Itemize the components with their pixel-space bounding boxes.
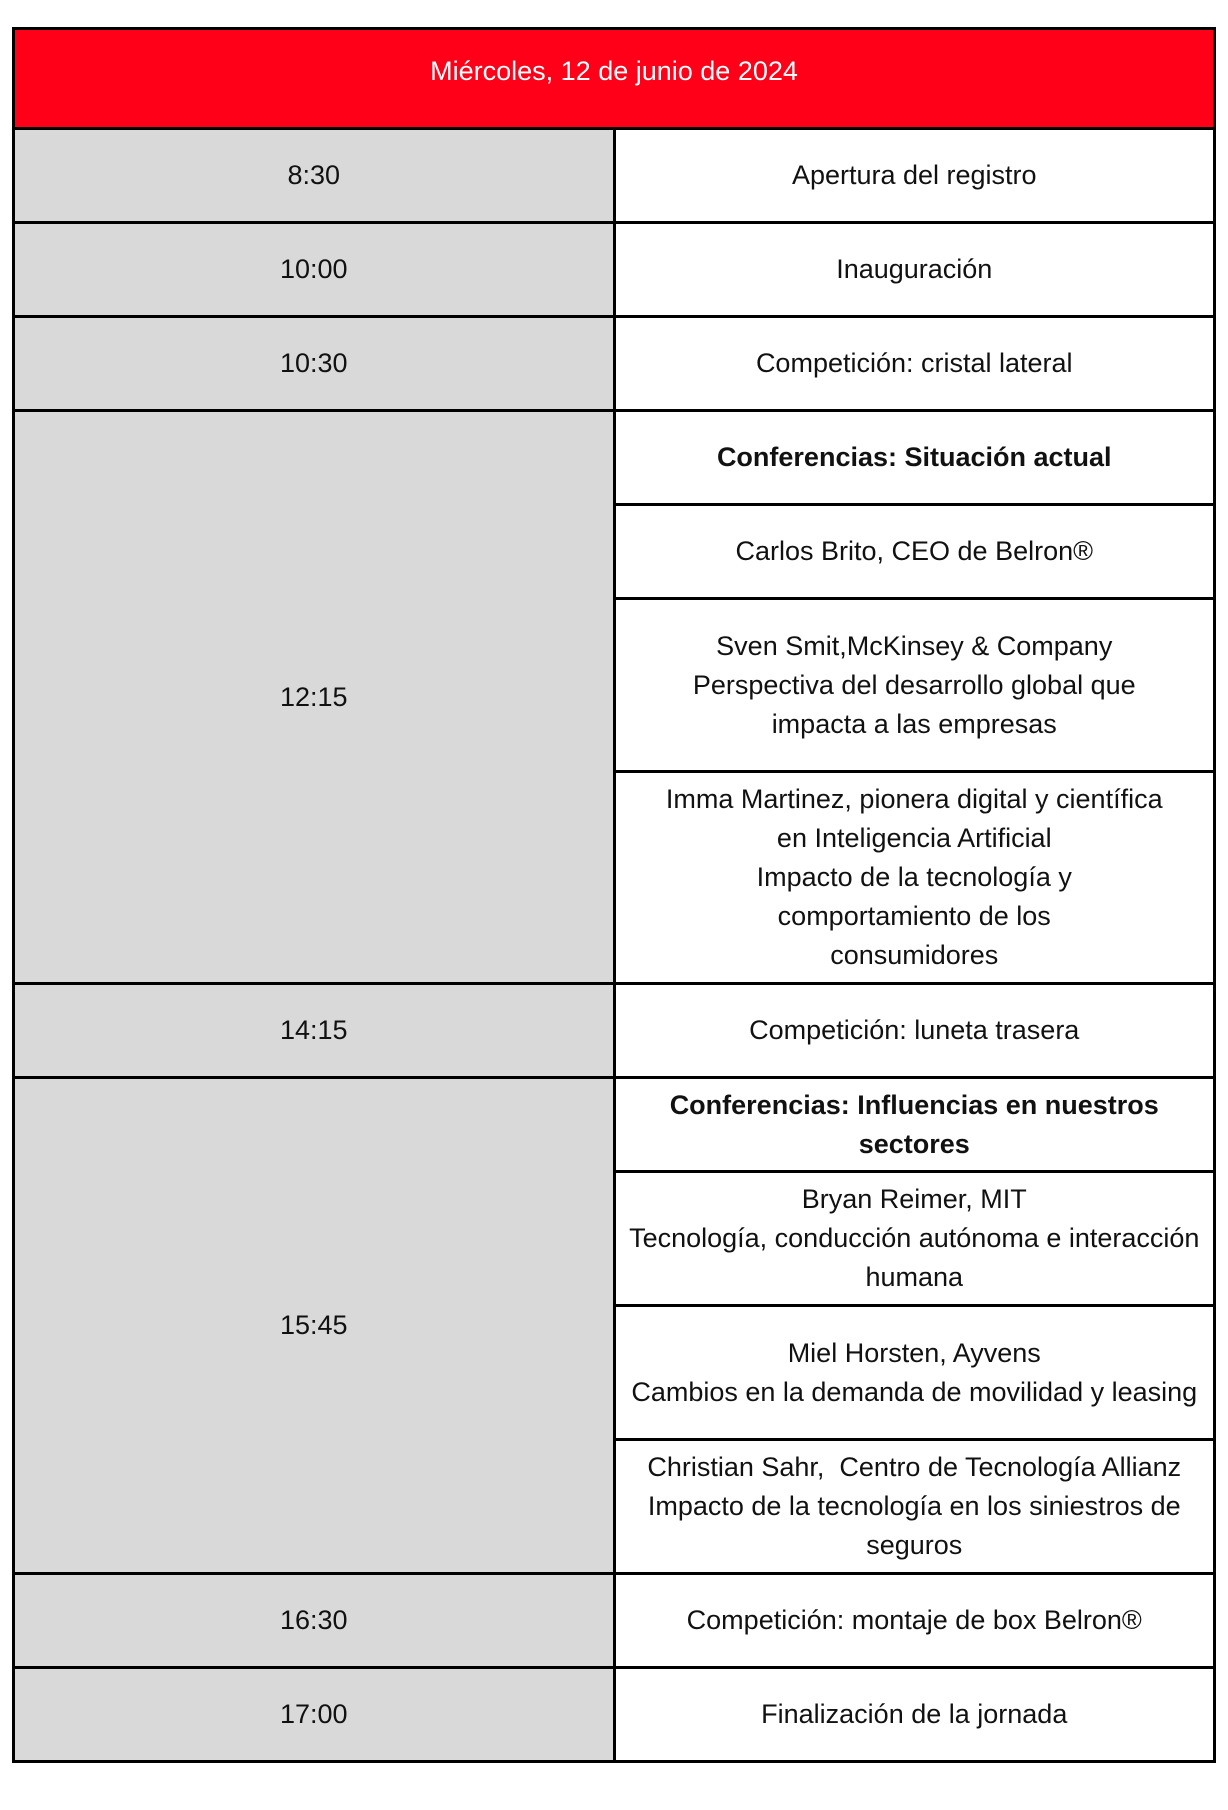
talk-speaker: Sven Smit,McKinsey & Company <box>716 630 1113 661</box>
day-title: Miércoles, 12 de junio de 2024 <box>14 29 1215 129</box>
event-cell: Apertura del registro <box>614 129 1215 223</box>
event-cell: Finalización de la jornada <box>614 1668 1215 1762</box>
event-cell: Competición: cristal lateral <box>614 317 1215 411</box>
header-row <box>14 29 1215 129</box>
table-row <box>14 411 1215 505</box>
talk-topic: Cambios en la demanda de movilidad y leasing <box>631 1376 1198 1407</box>
time-cell: 12:15 <box>14 411 615 984</box>
table-row <box>14 223 1215 317</box>
talk-topic: Tecnología, conducción autónoma e interacción humana <box>629 1223 1200 1292</box>
talk-topic: Perspectiva del desarrollo global que impacta a las empresas <box>692 669 1136 739</box>
talk-cell <box>614 1306 1215 1440</box>
talk-speaker: Christian Sahr, Centro de Tecnología Allianz <box>647 1452 1182 1482</box>
agenda-table <box>12 27 1216 1763</box>
talk-cell <box>614 772 1215 984</box>
event-cell: Inauguración <box>614 223 1215 317</box>
time-cell: 10:30 <box>14 317 615 411</box>
time-cell: 14:15 <box>14 984 615 1078</box>
table-row <box>14 984 1215 1078</box>
event-cell: Competición: luneta trasera <box>614 984 1215 1078</box>
talk-speaker: Carlos Brito, CEO de Belron® <box>735 536 1094 566</box>
session-heading: Conferencias: Situación actual <box>614 411 1215 505</box>
table-row <box>14 129 1215 223</box>
time-cell: 17:00 <box>14 1668 615 1762</box>
talk-speaker: Imma Martinez, pionera digital y científica en Inteligencia Artificial <box>665 784 1163 853</box>
table-row <box>14 1078 1215 1172</box>
session-heading: Conferencias: Influencias en nuestros sectores <box>614 1078 1215 1172</box>
talk-cell <box>614 1172 1215 1306</box>
talk-topic: Impacto de la tecnología y comportamiento de los consumidores <box>756 862 1072 970</box>
table-row <box>14 317 1215 411</box>
talk-topic: Impacto de la tecnología en los siniestros de seguros <box>647 1491 1181 1560</box>
event-cell: Competición: montaje de box Belron® <box>614 1574 1215 1668</box>
time-cell: 10:00 <box>14 223 615 317</box>
talk-cell <box>614 599 1215 772</box>
talk-speaker: Miel Horsten, Ayvens <box>787 1337 1041 1368</box>
time-cell: 8:30 <box>14 129 615 223</box>
table-row <box>14 1574 1215 1668</box>
talk-cell <box>614 505 1215 599</box>
time-cell: 16:30 <box>14 1574 615 1668</box>
talk-speaker: Bryan Reimer, MIT <box>801 1184 1027 1214</box>
time-cell: 15:45 <box>14 1078 615 1574</box>
table-row <box>14 1668 1215 1762</box>
talk-cell <box>614 1440 1215 1574</box>
